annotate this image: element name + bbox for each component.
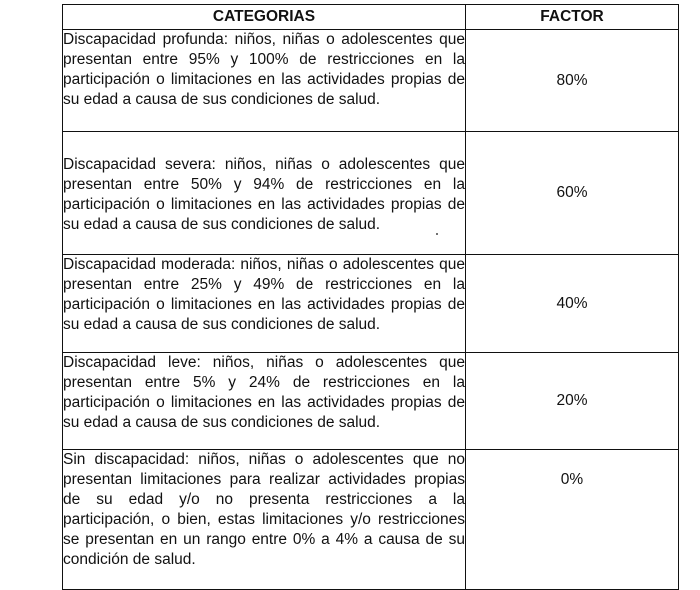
category-cell: Discapacidad severa: niños, niñas o adolescentes que presentan entre 50% y 94% de restricciones en la participación o limitaciones en las actividades propias de su edad a causa de sus condiciones de salud. xyxy=(63,132,466,255)
table-row xyxy=(63,353,679,450)
category-cell: Discapacidad moderada: niños, niñas o adolescentes que presentan entre 25% y 49% de restricciones en la participación o limitaciones en las actividades propias de su edad a causa de sus condiciones de salud. xyxy=(63,255,466,353)
factor-cell: 60% xyxy=(466,132,679,255)
table-row xyxy=(63,255,679,353)
header-categories: CATEGORIAS xyxy=(63,5,466,30)
factor-cell: 20% xyxy=(466,353,679,450)
factor-cell: 0% xyxy=(466,450,679,590)
disability-factor-table xyxy=(62,4,679,590)
factor-cell: 40% xyxy=(466,255,679,353)
header-factor: FACTOR xyxy=(466,5,679,30)
factor-cell: 80% xyxy=(466,30,679,132)
table-header-row xyxy=(63,5,679,30)
category-cell: Discapacidad profunda: niños, niñas o adolescentes que presentan entre 95% y 100% de restricciones en la participación o limitaciones en las actividades propias de su edad a causa de sus condiciones de salud. xyxy=(63,30,466,132)
category-cell: Sin discapacidad: niños, niñas o adolescentes que no presentan limitaciones para realizar actividades propias de su edad y/o no presenta restricciones a la participación, o bien, estas limitaciones y/o restricciones se presentan en un rango entre 0% a 4% a causa de su condición de salud. xyxy=(63,450,466,590)
scan-speck xyxy=(436,233,438,235)
table-row xyxy=(63,450,679,590)
category-cell: Discapacidad leve: niños, niñas o adolescentes que presentan entre 5% y 24% de restricciones en la participación o limitaciones en las actividades propias de su edad a causa de sus condiciones de salud. xyxy=(63,353,466,450)
table-row xyxy=(63,132,679,255)
table-row xyxy=(63,30,679,132)
